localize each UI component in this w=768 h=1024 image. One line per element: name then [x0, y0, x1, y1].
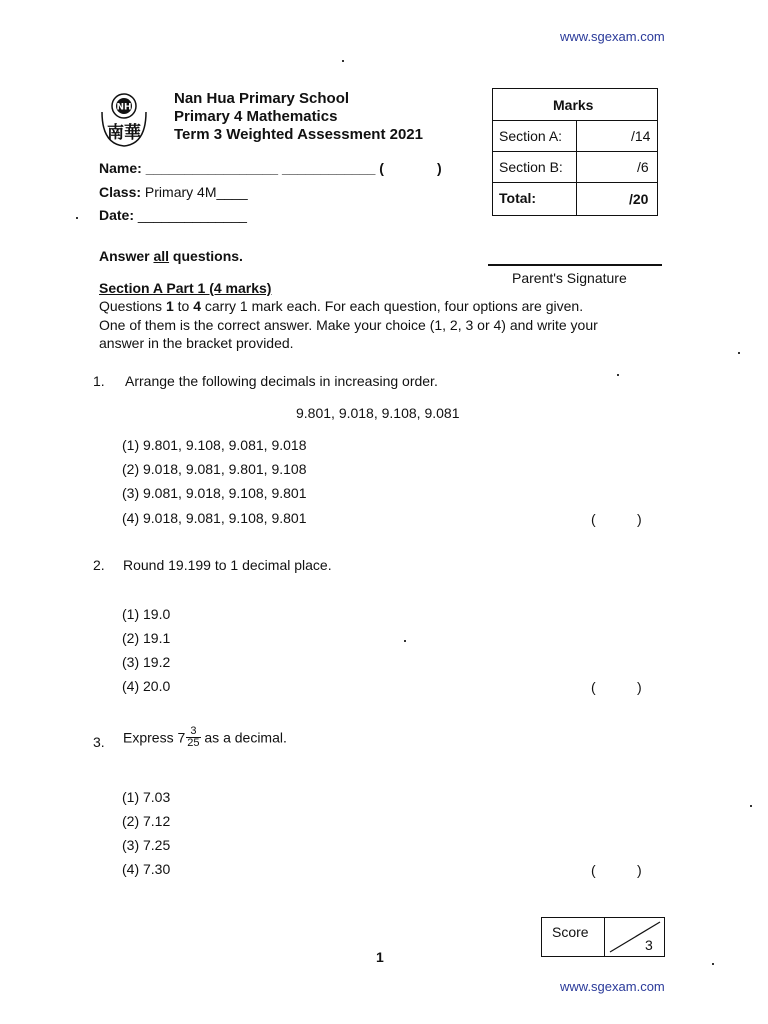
intro-line-2: One of them is the correct answer. Make your choice (1, 2, 3 or 4) and write your — [99, 317, 598, 333]
question-3-number: 3. — [93, 734, 105, 750]
marks-table — [492, 88, 658, 216]
question-3-text: Express 7 $\frac{3}{25}$ as a decimal. — [123, 725, 287, 749]
answer-instruction: Answer all questions. — [99, 248, 243, 264]
q3-option-1: (1) 7.03 — [122, 789, 171, 805]
total-value: /20 — [629, 191, 649, 207]
class-field[interactable] — [99, 184, 248, 200]
logo-chinese: 南華 — [107, 123, 141, 143]
date-field[interactable] — [99, 207, 247, 223]
score-slash-icon — [604, 918, 664, 956]
score-box — [541, 917, 665, 957]
section-b-value: /6 — [637, 159, 649, 175]
q2-option-2: (2) 19.1 — [122, 630, 171, 646]
q3-answer-open[interactable]: ( — [591, 862, 596, 878]
scan-speck — [738, 352, 740, 354]
question-1-given: 9.801, 9.018, 9.108, 9.081 — [296, 405, 460, 421]
q1-option-1: (1) 9.801, 9.108, 9.081, 9.018 — [122, 437, 307, 453]
section-a-label: Section A: — [499, 128, 563, 144]
scan-speck — [404, 640, 406, 642]
class-value: Primary 4M____ — [144, 184, 248, 200]
q1-answer-open[interactable]: ( — [591, 511, 596, 527]
subject-title: Primary 4 Mathematics — [174, 108, 338, 125]
name-line: _________________ ____________ ( — [145, 160, 384, 176]
intro-line-3: answer in the bracket provided. — [99, 335, 294, 351]
q2-answer-open[interactable]: ( — [591, 679, 596, 695]
name-label: Name: — [99, 160, 142, 176]
date-line: ______________ — [137, 207, 247, 223]
q2-option-4: (4) 20.0 — [122, 678, 171, 694]
scan-speck — [712, 963, 714, 965]
parent-signature-label: Parent's Signature — [512, 270, 627, 286]
q2-option-3: (3) 19.2 — [122, 654, 171, 670]
logo-text: NH — [116, 102, 132, 113]
name-field[interactable] — [99, 160, 384, 176]
header-url[interactable]: www.sgexam.com — [560, 29, 665, 44]
section-title: Section A Part 1 (4 marks) — [99, 280, 272, 296]
q3-option-3: (3) 7.25 — [122, 837, 171, 853]
question-2-text: Round 19.199 to 1 decimal place. — [123, 557, 332, 573]
question-1-text: Arrange the following decimals in increasing order. — [125, 373, 438, 389]
q2-option-1: (1) 19.0 — [122, 606, 171, 622]
q3-option-2: (2) 7.12 — [122, 813, 171, 829]
question-2-number: 2. — [93, 557, 105, 573]
fraction: $\frac{3}{25}$ — [187, 725, 200, 749]
q3-option-4: (4) 7.30 — [122, 861, 171, 877]
q1-option-4: (4) 9.018, 9.081, 9.108, 9.801 — [122, 510, 307, 526]
school-header — [174, 90, 423, 144]
scan-speck — [617, 374, 619, 376]
question-1-number: 1. — [93, 373, 105, 389]
class-label: Class: — [99, 184, 142, 200]
school-name: Nan Hua Primary School — [174, 90, 350, 107]
section-b-label: Section B: — [499, 159, 563, 175]
score-total: 3 — [645, 937, 653, 953]
q3-answer-close: ) — [637, 862, 642, 878]
page-number: 1 — [376, 949, 384, 965]
date-label: Date: — [99, 207, 135, 223]
score-label: Score — [552, 924, 589, 940]
scan-speck — [342, 60, 344, 62]
scan-speck — [76, 217, 78, 219]
q1-answer-close: ) — [637, 511, 642, 527]
name-close-bracket: ) — [437, 160, 442, 176]
section-a-value: /14 — [631, 128, 651, 144]
q1-option-2: (2) 9.018, 9.081, 9.801, 9.108 — [122, 461, 307, 477]
marks-title: Marks — [553, 97, 594, 113]
scan-speck — [750, 805, 752, 807]
school-logo-icon — [100, 92, 148, 148]
assessment-title: Term 3 Weighted Assessment 2021 — [174, 126, 423, 143]
q1-option-3: (3) 9.081, 9.018, 9.108, 9.801 — [122, 485, 307, 501]
total-label: Total: — [499, 190, 537, 206]
signature-line — [488, 264, 662, 266]
intro-line-1: Questions 1 to 4 carry 1 mark each. For each question, four options are given. — [99, 298, 584, 314]
q2-answer-close: ) — [637, 679, 642, 695]
footer-url[interactable]: www.sgexam.com — [560, 979, 665, 994]
